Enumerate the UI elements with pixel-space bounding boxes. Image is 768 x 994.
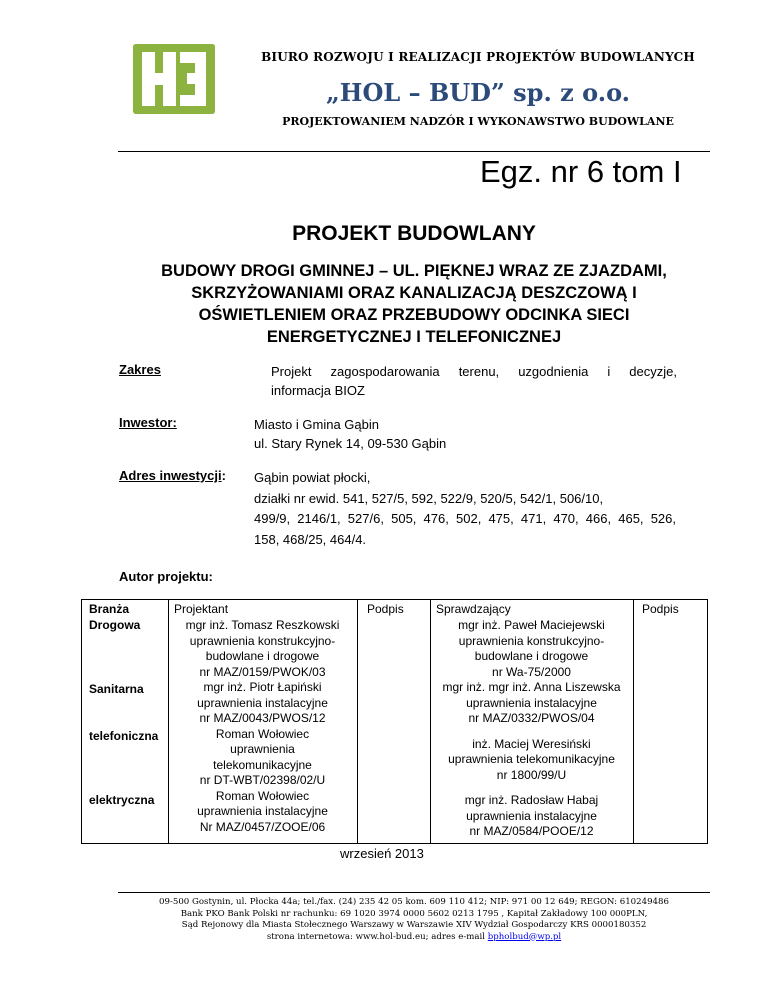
subtitle-line: OŚWIETLENIEM ORAZ PRZEBUDOWY ODCINKA SIECI — [198, 306, 630, 324]
address-value — [254, 468, 676, 550]
scope-value — [271, 362, 677, 400]
footer-contact — [100, 932, 728, 944]
designer-line: Roman Wołowiec — [215, 788, 310, 803]
column-header-checker: Sprawdzający — [436, 602, 511, 616]
subtitle-line: BUDOWY DROGI GMINNEJ – UL. PIĘKNEJ WRAZ ZE ZJAZDAMI, — [161, 262, 667, 280]
checker-line: nr Wa-75/2000 — [492, 664, 571, 679]
footer-bank: Bank PKO Bank Polski nr rachunku: 69 1020 3974 0000 5602 0213 1795 , Kapitał Zakładowy 100 000PLN, — [180, 908, 648, 919]
company-logo — [133, 44, 215, 114]
address-label: Adres inwestycji — [119, 468, 222, 483]
checker-line: mgr inż. mgr inż. Anna Liszewska — [442, 680, 621, 694]
designers-list — [168, 618, 357, 835]
investor-label: Inwestor: — [119, 415, 177, 430]
header-divider — [118, 151, 710, 152]
scope-line: informacja BIOZ — [271, 383, 365, 398]
designer-line: mgr inż. Piotr Łapiński — [203, 680, 322, 694]
investor-line: ul. Stary Rynek 14, 09-530 Gąbin — [254, 436, 447, 451]
column-divider — [633, 600, 634, 843]
address-line: Gąbin powiat płocki, — [254, 470, 371, 485]
branch-label: Drogowa — [89, 618, 141, 632]
author-label: Autor projektu: — [119, 569, 213, 584]
checker-line: uprawnienia instalacyjne — [466, 808, 597, 823]
designer-line: uprawnienia konstrukcyjno- — [189, 633, 336, 648]
h3-logo-icon — [133, 44, 215, 114]
authors-table — [81, 599, 708, 844]
document-title: PROJEKT BUDOWLANY — [292, 222, 536, 245]
checker-line: uprawnienia instalacyjne — [466, 695, 597, 710]
footer-court: Sąd Rejonowy dla Miasta Stołecznego Warszawy w Warszawie XIV Wydział Gospodarczy KRS 0000180352 — [181, 920, 647, 930]
checker-line: nr MAZ/0332/PWOS/04 — [468, 711, 595, 725]
company-line-3: PROJEKTOWANIEM NADZÓR I WYKONAWSTWO BUDOWLANE — [282, 115, 674, 128]
investor-line: Miasto i Gmina Gąbin — [254, 417, 379, 432]
document-date: wrzesień 2013 — [340, 846, 424, 861]
footer-website: strona internetowa: www.hol-bud.eu; adres e-mail — [266, 931, 488, 942]
checker-line: nr 1800/99/U — [496, 767, 567, 782]
checker-line: mgr inż. Radosław Habaj — [464, 793, 599, 807]
copy-label: Egz. nr 6 tom I — [480, 154, 682, 189]
checker-line: mgr inż. Paweł Maciejewski — [458, 618, 605, 632]
checker-line: inż. Maciej Weresiński — [472, 736, 591, 751]
designer-line: uprawnienia instalacyjne — [197, 804, 328, 818]
footer-divider — [118, 892, 710, 893]
designer-line: uprawnienia instalacyjne — [197, 695, 328, 710]
checker-line: uprawnienia telekomunikacyjne — [448, 752, 615, 766]
designer-line: nr MAZ/0043/PWOS/12 — [199, 711, 326, 725]
designer-line: Roman Wołowiec — [215, 726, 310, 741]
designer-line: budowlane i drogowe — [205, 649, 320, 663]
investor-value — [254, 415, 674, 453]
address-line: 499/9, 2146/1, 527/6, 505, 476, 502, 475, 471, 470, 466, 465, 526, — [254, 511, 676, 526]
checker-line: nr MAZ/0584/POOE/12 — [469, 824, 594, 838]
designer-line: Nr MAZ/0457/ZOOE/06 — [199, 819, 326, 834]
designer-line: uprawnienia — [230, 742, 295, 756]
column-header-signature: Podpis — [367, 602, 404, 616]
scope-line: Projekt zagospodarowania terenu, uzgodnienia i decyzje, — [271, 364, 677, 379]
footer-address: 09-500 Gostynin, ul. Płocka 44a; tel./fax. (24) 235 42 05 kom. 609 110 412; NIP: 971 00 12 649; REGON: 610249486 — [159, 897, 669, 907]
branch-label: elektryczna — [89, 793, 155, 807]
designer-line: nr DT-WBT/02398/02/U — [199, 773, 326, 787]
address-line: 158, 468/25, 464/4. — [254, 531, 367, 547]
branch-label: telefoniczna — [89, 729, 159, 743]
address-line: działki nr ewid. 541, 527/5, 592, 522/9, 520/5, 542/1, 506/10, — [254, 490, 604, 506]
document-subtitle — [118, 260, 710, 348]
address-label-wrap — [119, 468, 226, 483]
footer-email-link[interactable]: bpholbud@wp.pl — [487, 931, 562, 942]
column-divider — [357, 600, 358, 843]
branch-label: Sanitarna — [89, 682, 144, 696]
column-header-signature: Podpis — [642, 602, 679, 616]
company-line-1: BIURO ROZWOJU I REALIZACJI PROJEKTÓW BUDOWLANYCH — [261, 50, 695, 64]
checker-line: budowlane i drogowe — [474, 649, 589, 663]
footer — [100, 897, 728, 943]
scope-label: Zakres — [119, 362, 161, 377]
column-header-designer: Projektant — [174, 602, 229, 616]
designer-line: nr MAZ/0159/PWOK/03 — [199, 664, 326, 679]
subtitle-line: SKRZYŻOWANIAMI ORAZ KANALIZACJĄ DESZCZOWĄ I — [191, 284, 637, 302]
column-header-branch: Branża — [89, 602, 130, 616]
designer-line: mgr inż. Tomasz Reszkowski — [185, 618, 340, 632]
checker-line: uprawnienia konstrukcyjno- — [458, 633, 605, 648]
designer-line: telekomunikacyjne — [213, 757, 312, 772]
company-name: „HOL – BUD” sp. z o.o. — [325, 78, 631, 107]
address-colon: : — [221, 468, 226, 483]
checkers-list — [430, 618, 633, 840]
subtitle-line: ENERGETYCZNEJ I TELEFONICZNEJ — [266, 328, 562, 346]
